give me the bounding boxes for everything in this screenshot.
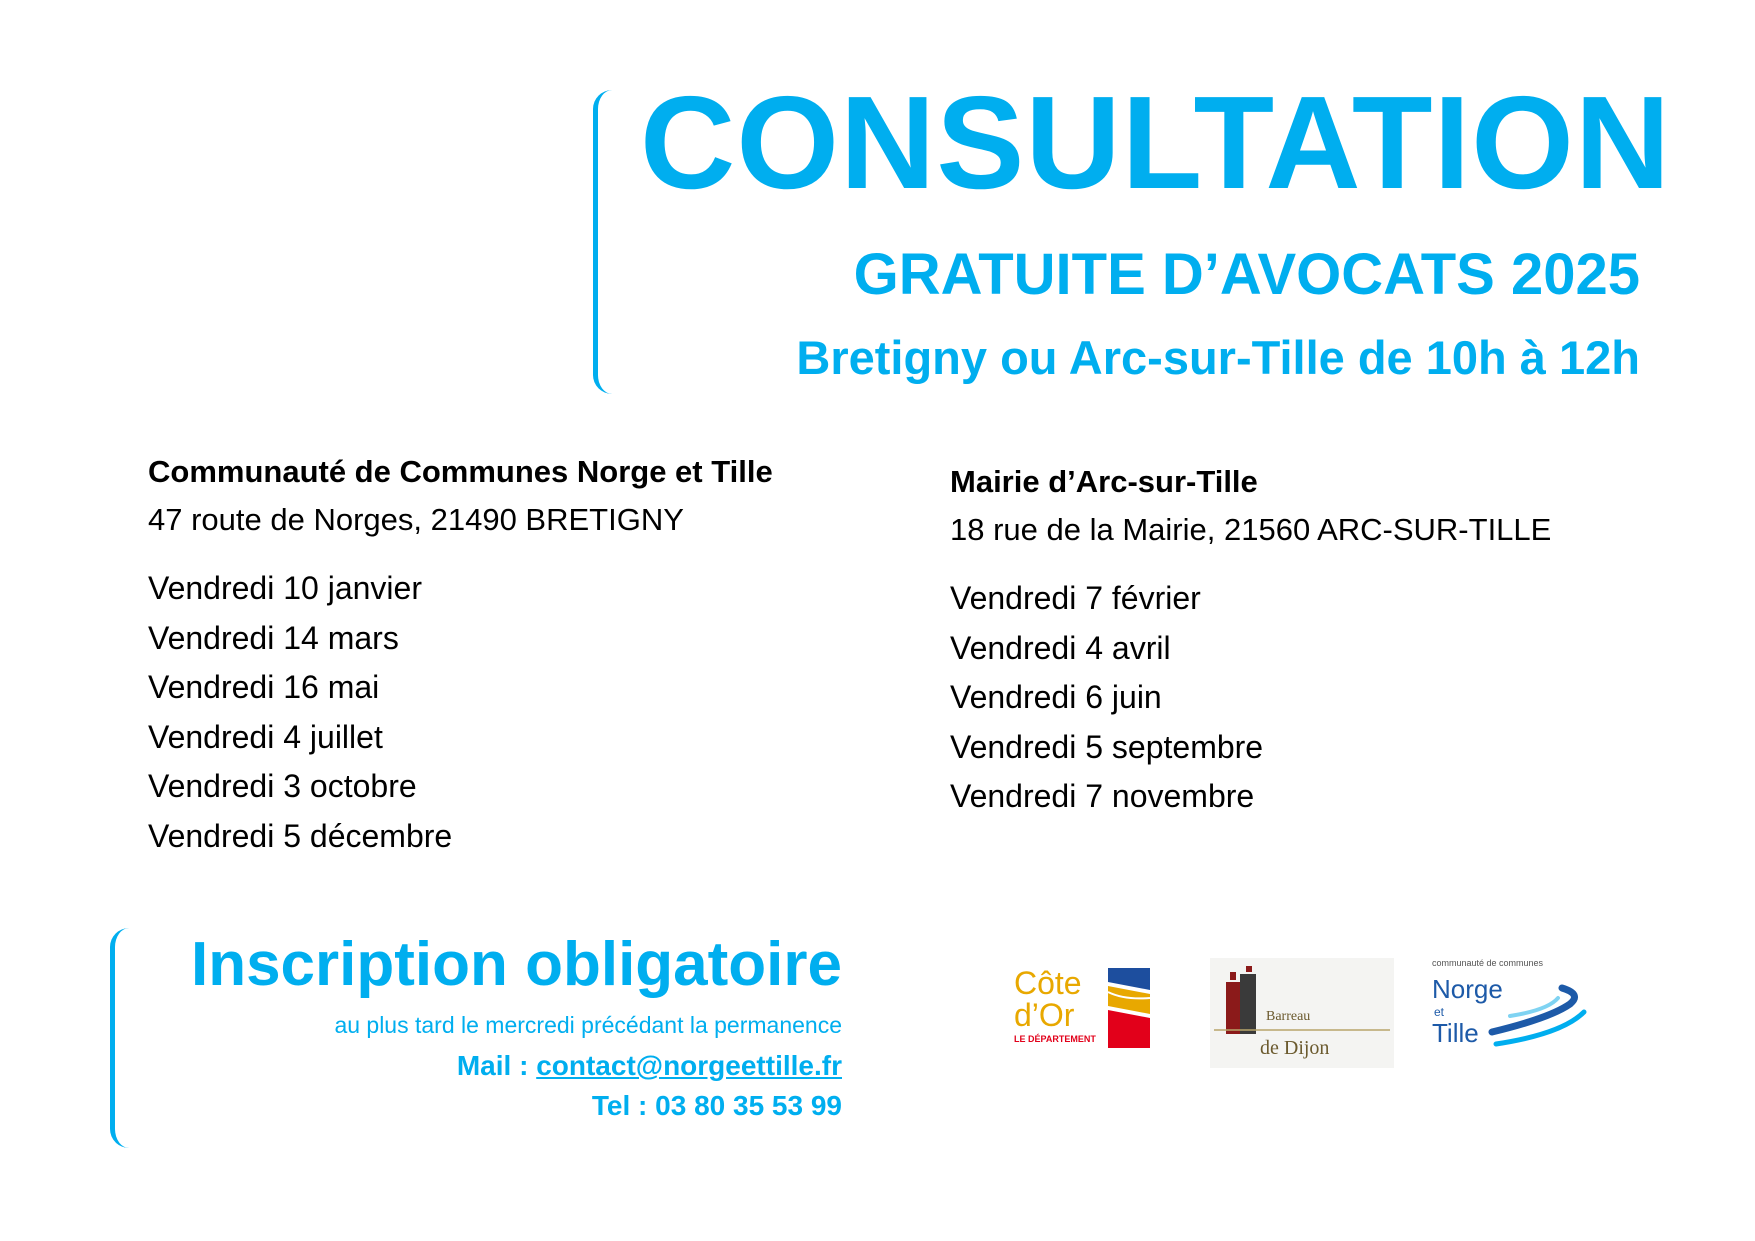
location-name: Communauté de Communes Norge et Tille bbox=[148, 454, 773, 489]
date-item: Vendredi 5 décembre bbox=[148, 817, 453, 854]
mail-line bbox=[150, 1046, 842, 1086]
cote-dor-line2: d’Or bbox=[1014, 997, 1075, 1033]
norge-line1: Norge bbox=[1432, 974, 1503, 1004]
cote-dor-line1: Côte bbox=[1014, 965, 1082, 1001]
barreau-logo-graphic bbox=[1210, 958, 1394, 1068]
date-item: Vendredi 6 juin bbox=[950, 679, 1162, 715]
location-time-line: Bretigny ou Arc-sur-Tille de 10h à 12h bbox=[796, 331, 1640, 384]
footer-bracket bbox=[110, 928, 129, 1148]
mail-link[interactable]: contact@norgeettille.fr bbox=[536, 1050, 842, 1081]
location-address: 18 rue de la Mairie, 21560 ARC-SUR-TILLE bbox=[950, 512, 1552, 547]
header-bracket bbox=[593, 90, 612, 394]
phone-line: Tel : 03 80 35 53 99 bbox=[591, 1090, 842, 1121]
cote-dor-caption: LE DÉPARTEMENT bbox=[1014, 1034, 1096, 1044]
date-item: Vendredi 4 avril bbox=[950, 629, 1171, 666]
location-bretigny bbox=[148, 448, 908, 861]
barreau-line2: de Dijon bbox=[1260, 1037, 1330, 1059]
date-list bbox=[148, 564, 908, 861]
date-item: Vendredi 5 septembre bbox=[950, 728, 1264, 765]
norge-line2: et bbox=[1434, 1005, 1445, 1019]
norge-caption: communauté de communes bbox=[1432, 958, 1544, 968]
page-subtitle: GRATUITE D’AVOCATS 2025 bbox=[853, 242, 1640, 307]
date-item: Vendredi 3 octobre bbox=[148, 768, 417, 804]
date-item: Vendredi 7 février bbox=[950, 580, 1201, 616]
barreau-dijon-logo bbox=[1210, 958, 1394, 1068]
date-item: Vendredi 16 mai bbox=[148, 669, 380, 705]
mail-label: Mail : bbox=[456, 1050, 529, 1081]
inscription-heading: Inscription obligatoire bbox=[190, 930, 842, 999]
cote-dor-logo-graphic bbox=[1012, 962, 1152, 1054]
date-list bbox=[950, 574, 1710, 822]
date-item: Vendredi 7 novembre bbox=[950, 778, 1255, 814]
norge-et-tille-logo bbox=[1430, 958, 1590, 1058]
norge-line3: Tille bbox=[1432, 1018, 1479, 1048]
location-name: Mairie d’Arc-sur-Tille bbox=[950, 464, 1258, 499]
location-address: 47 route de Norges, 21490 BRETIGNY bbox=[148, 502, 684, 537]
deadline-note: au plus tard le mercredi précédant la permanence bbox=[334, 1012, 842, 1038]
page-title: CONSULTATION bbox=[640, 69, 1672, 216]
date-item: Vendredi 4 juillet bbox=[148, 718, 383, 755]
norge-logo-graphic bbox=[1430, 958, 1590, 1058]
date-item: Vendredi 14 mars bbox=[148, 619, 399, 656]
barreau-line1: Barreau bbox=[1266, 1009, 1311, 1024]
location-arc-sur-tille bbox=[950, 458, 1710, 822]
cote-dor-logo bbox=[1012, 962, 1152, 1054]
date-item: Vendredi 10 janvier bbox=[148, 570, 422, 606]
